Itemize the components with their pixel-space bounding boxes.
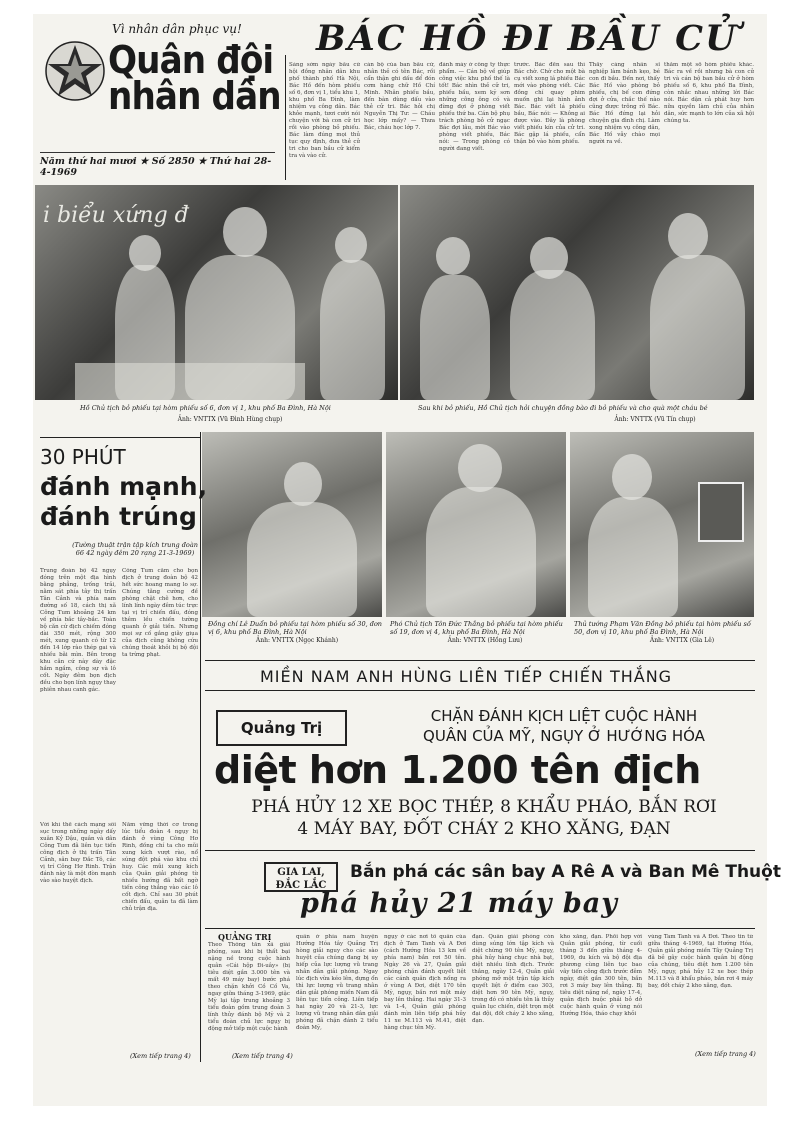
side-body-2: Với khí thế cách mạng sôi sục trong những ngày dấy xuân Kỷ Dậu, quân và dân Công Tum đã liên tục tiến công địch ở thị trấn Tân Cảnh, sân bay Đắc Tô, các vị trí Công Hơ Rinh. Trận đánh này là một đòn mạnh vào sào huyệt địch. <box>40 822 116 884</box>
gia-lai-big-headline: phá hủy 21 máy bay <box>300 888 618 919</box>
masthead-slogan: Vì nhân dân phục vụ! <box>112 22 242 36</box>
figure-silhouette <box>320 260 385 400</box>
south-col-2: quân ở phía nam huyện Hướng Hóa tây Quảng Trị hòng giải nguy cho các sào huyệt của chúng đang bị uy hiếp của lực lượng vũ trang nhân dân giải phóng. Ngay lúc địch vừa kéo lên, dựng ổn thì lực lượng vũ trang nhân dân giải phóng miền Nam đã liên tục tiến công. Liên tiếp hai ngày 20 và 21-3, lực lượng vũ trang nhân dân giải phóng đã chặn đánh 2 tiểu đoàn Mỹ, <box>296 934 378 1031</box>
section-rule <box>205 660 755 661</box>
lead-col-4: trước. Bác đến sau thì Bác chờ. Chờ cho một bà cụ viết xong lá phiếu Bác mới vào phòng viết. Các đồng chí quay phim muốn ghi lại hình ảnh Bác. Bác viết lá phiếu bầu, Bác nói: — Không ai được vào. Đây là phòng viết phiếu kín của cử tri. Bác gập lá phiếu, cẩn thận bỏ vào hòm phiếu. <box>514 62 585 145</box>
credit-top-right: Ảnh: VNTTX (Vũ Tín chụp) <box>614 416 696 423</box>
photo-le-duan-voting <box>202 432 382 617</box>
credit-mid-2: Ảnh: VNTTX (Hồng Lưu) <box>447 637 523 644</box>
figure-head <box>335 227 367 263</box>
figure-silhouette <box>588 497 678 617</box>
section-rule <box>205 690 755 691</box>
figure-silhouette <box>426 487 536 617</box>
south-continued-left: (Xem tiếp trang 4) <box>232 1052 293 1060</box>
gia-lai-label-2: ĐẮC LẮC <box>275 880 327 891</box>
lead-headline: BÁC HỒ ĐI BẦU CỬ <box>316 18 738 59</box>
side-headline-line-3: đánh trúng <box>40 502 197 531</box>
figure-head <box>530 237 568 279</box>
section-rule <box>40 437 200 438</box>
figure-head <box>223 207 267 257</box>
quang-tri-subhead-1: CHẶN ĐÁNH KỊCH LIỆT CUỘC HÀNH <box>430 707 698 725</box>
south-col-6: vùng Tam Tanh và A Đơi. Theo tin từ giữa tháng 4-1969, tại Hướng Hóa, Quân giải phóng miền Tây Quảng Trị đã bẻ gãy cuộc hành quân bị động của chúng, tiêu diệt hơn 1.200 tên Mỹ, ngụy, phá hủy 12 xe bọc thép M.113 và 8 khẩu pháo, bắn rơi 4 máy bay, đốt cháy 2 kho xăng, đạn. <box>648 934 753 989</box>
caption-mid-1: Đồng chí Lê Duẩn bỏ phiếu tại hòm phiếu số 30, đơn vị 6, khu phố Ba Đình, Hà Nội <box>208 620 382 636</box>
side-subtitle: (Tường thuật trận tập kích trung đoàn 66 42 ngày đêm 20 rạng 21-3-1969) <box>72 541 198 557</box>
side-body-4: Nắm vững thời cơ trong lúc tiểu đoàn 4 ngụy bị đánh ở vùng Công Hơ Rinh, đồng chí ta cho mũi xung kích vượt rào, nổ súng đột phá vào khu chỉ huy. Các mũi xung kích của Quân giải phóng từ nhiều hướng đã bất ngờ tiến công thẳng vào các lô cốt địch. Chỉ sau 30 phút chiến đấu, quân ta đã làm chủ trận địa. <box>122 822 198 912</box>
gia-lai-label-1: GIA LAI, <box>277 867 325 878</box>
side-body-1: Trung đoàn bộ 42 ngụy đóng trên một địa hình bằng phẳng, trống trải, nằm sát phía tây thị trấn Tân Cảnh và phía nam đường số 18, cách thị xã Công Tum khoảng 24 km về phía bắc tây-bắc. Toàn bộ căn cứ địch chiếm đóng dài 350 mét, rộng 300 mét, xung quanh có từ 12 đến 14 lớp rào thép gai và nhiều bãi mìn. Bên trong khu căn cứ này dày đặc hầm ngầm, công sự và lô cốt. Ngày đêm bọn địch đều cho bọn lính ngụy thay phiên nhau canh gác. <box>40 568 116 693</box>
quang-tri-label: Quảng Trị <box>216 710 347 746</box>
credit-mid-3: Ảnh: VNTTX (Gia Lê) <box>649 637 715 644</box>
issue-info: Năm thứ hai mươi ★ Số 2850 ★ Thứ hai 28-4-1969 <box>40 152 275 178</box>
figure-head <box>284 462 322 506</box>
photo-ho-chi-minh-greeting <box>400 185 754 400</box>
quang-tri-tag: QUẢNG TRỊ <box>218 932 272 942</box>
portrait-frame <box>698 482 744 542</box>
figure-head <box>129 235 161 271</box>
lead-col-3: đánh máy ở công ty thực phẩm. — Cán bộ về giúp công việc khu phố thế là tốt! Bác nhìn thẻ cử tri, phiếu bầu, xem kỹ sơn những công ông có và đừng đợi ở phòng viết phiếu thứ ba. Cán bộ phụ trách phòng bỏ cử ngạc Bác đợi lâu, mời Bác vào phòng viết phiếu, Bác nói: — Trong phòng có người đang viết. <box>439 62 510 152</box>
lead-col-5: Thấy cảng nhân sĩ nghiệp làm bánh kẹo, bé con đi bầu. Đến nơi, thấy Bác Hồ vào phòng bỏ phiếu, chị bế con đứng đợi ở cửa, chắc thế nào cũng được trông rõ Bác. Bác Hồ đứng lại hỏi chuyện gia đình chị. Làm xong nhiệm vụ công dân, Bác Hồ vẫy chào mọi người ra về. <box>589 62 660 145</box>
masthead-title-line1: Quân đội <box>108 38 274 82</box>
gia-lai-headline: Bắn phá các sân bay A Rê A và Ban Mê Thuột <box>350 862 781 882</box>
south-continued-right: (Xem tiếp trang 4) <box>695 1050 756 1058</box>
figure-silhouette <box>650 255 745 400</box>
photo-banner-text: i biểu xứng đ <box>43 203 189 228</box>
side-headline-1: 30 PHÚT <box>40 445 126 469</box>
side-body-3: Công Tum cắm cho bọn địch ở trung đoàn bộ 42 hết sức hoang mang lo sợ. Chúng tăng cường đề phòng chặt chẽ hơn, cho lính lính ngày đêm túc trực tại vị trí chiến đấu, đóng thêm lều chiến tường quanh ở giải tiền. Nhưng mọi sự cố gắng giãy giụa của địch cũng không cứu chúng thoát khỏi bị bộ đội ta trừng phạt. <box>122 568 198 658</box>
south-col-1: Theo Thông tấn xã giải phóng, sau khi bị thất bại nặng nề trong cuộc hành quân «Cái hộp Đi-uây» (bị tiêu diệt gần 3.000 tên và mất 49 máy bay) bước phá theo chặn khởi Cồ Cồ Va, ngay giữa tháng 3-1969, giặc Mỹ lại tập trung khoảng 3 tiểu đoàn gồm trung đoàn 3 lính thủy đánh bộ Mỹ và 2 tiểu đoàn chủ lực ngụy bị động mở tiếp một cuộc hành <box>208 942 290 1032</box>
figure-head <box>458 444 502 492</box>
south-col-5: kho xăng, đạn. Phối hợp với Quân giải phóng, từ cuối tháng 3 đến giữa tháng 4-1969, du kích và bộ đội địa phương cùng liên tục bao vây tiến công địch trước đêm ngày, diệt gần 300 tên, bắn rơi 3 máy bay lên thẳng. Bị tiêu diệt nặng nề, ngày 17-4, quân địch buộc phải bỏ dở cuộc hành quân ở vùng nói Hướng Hóa, tháo chạy khỏi <box>560 934 642 1017</box>
masthead-title <box>108 38 281 118</box>
caption-top-left: Hồ Chủ tịch bỏ phiếu tại hòm phiếu số 6, đơn vị 1, khu phố Ba Đình, Hà Nội <box>80 404 331 412</box>
section-rule <box>205 850 755 851</box>
quang-tri-subhead-2: QUÂN CỦA MỸ, NGỤY Ở HƯỚNG HÓA <box>423 727 705 745</box>
star-emblem-icon <box>44 40 106 102</box>
figure-silhouette <box>420 275 490 400</box>
figure-head <box>612 454 652 500</box>
caption-mid-2: Phó Chủ tịch Tôn Đức Thắng bỏ phiếu tại hòm phiếu số 19, đơn vị 4, khu phố Ba Đình, Hà Nội <box>390 620 563 636</box>
credit-mid-1: Ảnh: VNTTX (Ngọc Khánh) <box>255 637 339 644</box>
quang-tri-results <box>214 796 754 840</box>
section-rule <box>205 928 755 929</box>
figure-head <box>668 213 708 259</box>
photo-pham-van-dong-voting <box>570 432 754 617</box>
lead-col-6: thăm một số hòm phiếu khác. Bác ra về rồi nhưng bà con cử tri và cán bộ ban bầu cử ở hòm phiếu số 6, khu phố Ba Đình, còn nhắc nhau những lời Bác nói. Bác dặn cả phát huy hơn nữa quyền làm chủ của nhân dân, sức mạnh to lớn của xã hội chúng ta. <box>664 62 754 124</box>
ballot-box <box>75 363 305 400</box>
credit-top-left: Ảnh: VNTTX (Vũ Đình Hùng chụp) <box>177 416 283 423</box>
column-rule <box>285 55 286 180</box>
south-col-4: đạn. Quân giải phóng còn dùng súng lớn tập kích và diệt chừng 90 tên Mỹ, ngụy, phá hủy hàng chục nhà bạt, diệt nhiều lính địch. Trước thắng, ngày 12-4, Quân giải phóng mở một trận tập kích quyết liệt ở điểm cao 303, diệt hơn 90 tên Mỹ, ngụy, trong đó có nhiều tên là thủy quân lục chiến, diệt trọn một đại đội, đốt cháy 2 kho xăng, đạn. <box>472 934 554 1024</box>
photo-ton-duc-thang-voting <box>386 432 566 617</box>
quang-tri-results-1: PHÁ HỦY 12 XE BỌC THÉP, 8 KHẨU PHÁO, BẮN RƠI <box>251 797 717 817</box>
figure-silhouette <box>510 270 595 400</box>
masthead-title-line2: nhân dân <box>108 74 281 118</box>
lead-col-1: Sáng sớm ngày bầu cử hội đồng nhân dân khu phố thành phố Hà Nội, Bác Hồ đến hòm phiếu số 6, đơn vị 1, tiểu khu 1, khu phố Ba Đình, làm nhiệm vụ công dân. Bác khỏe mạnh, tươi cười nói chuyện với bà con cử tri rồi vào phòng bỏ phiếu. Bác làm đúng mọi thủ tục quy định, đưa thẻ cử tri cho ban bầu cử kiểm tra và vào cử. <box>289 62 360 159</box>
caption-top-right: Sau khi bỏ phiếu, Hồ Chủ tịch hỏi chuyện đồng bào đi bỏ phiếu và cho quà một cháu bé <box>418 404 708 412</box>
south-banner: MIỀN NAM ANH HÙNG LIÊN TIẾP CHIẾN THẮNG <box>260 667 673 686</box>
lead-col-2: cán bộ của ban bầu cử, nhân thẻ có tên Bác, rồi cẩn thận ghi dấu để đón cơm hàng chữ Hồ Chí Minh. Nhân phiếu bầu, đến bàn dùng dấu vào thẻ cử tri. Bác hỏi chị Nguyễn Thị Tư: — Cháu học lớp mấy? — Thưa Bác, cháu học lớp 7. <box>364 62 435 131</box>
figure-silhouette <box>247 502 357 617</box>
side-headline-2 <box>40 472 207 532</box>
figure-head <box>436 237 470 275</box>
south-col-3: ngụy ở các nơi tô quân của địch ở Tam Tanh và A Đơi (cách Hướng Hóa 13 km về phía nam) bắn rơi 50 tên. Ngày 26 và 27, Quân giải phóng chặn đánh quyết liệt các cánh quân địch nống ra ở vùng A Đơi, diệt 170 tên Mỹ, ngụy, bắn rơi một máy bay lên thẳng. Hai ngày 31-3 và 1-4, Quân giải phóng đánh mìn liên tiếp phá hủy 11 xe M.113 và M.41, diệt hàng chục tên Mỹ. <box>384 934 466 1031</box>
side-continued: (Xem tiếp trang 4) <box>130 1052 191 1060</box>
quang-tri-subhead <box>384 706 744 746</box>
side-headline-line-2: đánh mạnh, <box>40 472 208 501</box>
quang-tri-big-headline: diệt hơn 1.200 tên địch <box>214 748 701 792</box>
quang-tri-results-2: 4 MÁY BAY, ĐỐT CHÁY 2 KHO XĂNG, ĐẠN <box>297 819 671 839</box>
photo-ho-chi-minh-voting <box>35 185 398 400</box>
caption-mid-3: Thủ tướng Phạm Văn Đồng bỏ phiếu tại hòm phiếu số 50, đơn vị 10, khu phố Ba Đình, Hà Nội <box>574 620 751 636</box>
